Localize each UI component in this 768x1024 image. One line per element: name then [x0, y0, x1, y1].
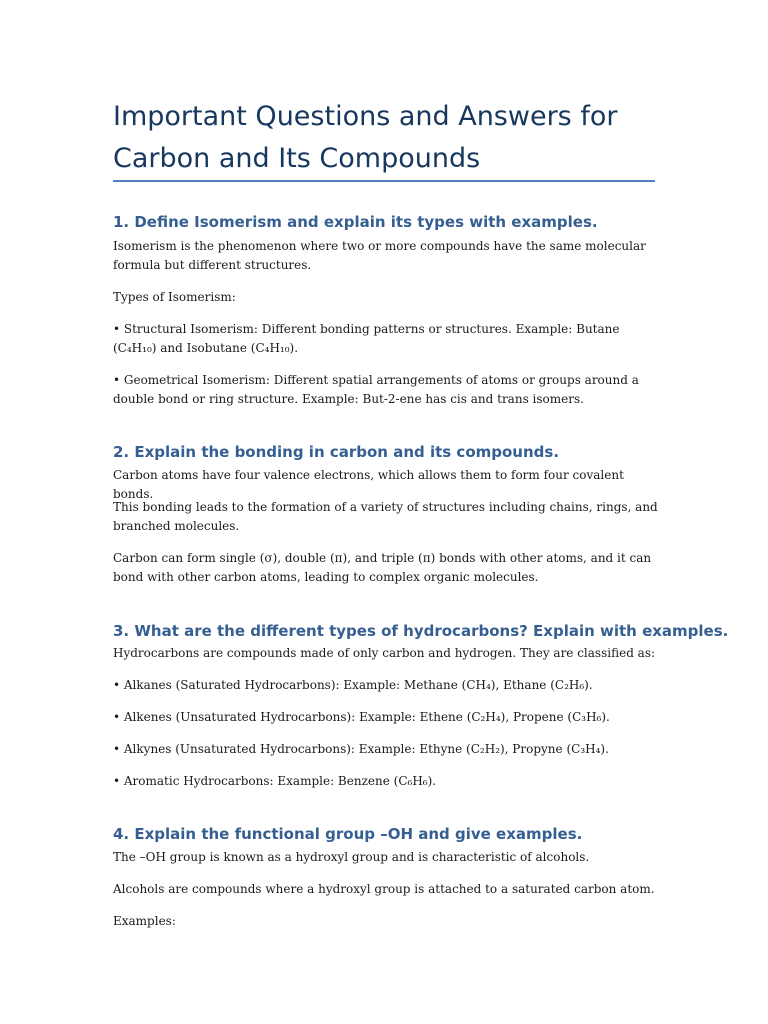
section-4-heading: 4. Explain the functional group –OH and give examples.: [113, 825, 583, 843]
section-4-paragraph-2: Alcohols are compounds where a hydroxyl group is attached to a saturated carbon atom.: [113, 882, 655, 896]
title-underline: [113, 180, 655, 182]
section-3-paragraph-4: • Alkynes (Unsaturated Hydrocarbons): Example: Ethyne (C₂H₂), Propyne (C₃H₄).: [113, 742, 609, 756]
section-3-heading: 3. What are the different types of hydrocarbons? Explain with examples.: [113, 622, 729, 640]
section-1-paragraph-1: Isomerism is the phenomenon where two or more compounds have the same molecular formula but different structures.: [113, 239, 646, 272]
section-3-paragraph-5: • Aromatic Hydrocarbons: Example: Benzene (C₆H₆).: [113, 774, 437, 788]
section-1-paragraph-4: • Geometrical Isomerism: Different spatial arrangements of atoms or groups around a double bond or ring structure. Example: But-2-ene has cis and trans isomers.: [113, 373, 639, 406]
section-4-paragraph-1: The –OH group is known as a hydroxyl group and is characteristic of alcohols.: [113, 850, 590, 864]
section-1-paragraph-2: Types of Isomerism:: [113, 290, 236, 304]
section-3-paragraph-3: • Alkenes (Unsaturated Hydrocarbons): Example: Ethene (C₂H₄), Propene (C₃H₆).: [113, 710, 610, 724]
section-4-paragraph-3: Examples:: [113, 914, 176, 928]
section-3-paragraph-1: Hydrocarbons are compounds made of only carbon and hydrogen. They are classified as:: [113, 646, 656, 660]
section-2-paragraph-1: Carbon atoms have four valence electrons, which allows them to form four covalent bonds.: [113, 468, 624, 501]
section-1-paragraph-3: • Structural Isomerism: Different bonding patterns or structures. Example: Butane (C₄H₁₀) and Isobutane (C₄H₁₀).: [113, 322, 620, 355]
section-3-paragraph-2: • Alkanes (Saturated Hydrocarbons): Example: Methane (CH₄), Ethane (C₂H₆).: [113, 678, 593, 692]
document-title: Important Questions and Answers for Carbon and Its Compounds: [113, 101, 618, 174]
section-2-heading: 2. Explain the bonding in carbon and its compounds.: [113, 443, 560, 461]
section-2-paragraph-3: Carbon can form single (σ), double (π), and triple (π) bonds with other atoms, and it can bond with other carbon atoms, leading to complex organic molecules.: [113, 551, 652, 584]
section-2-paragraph-2: This bonding leads to the formation of a variety of structures including chains, rings, and branched molecules.: [113, 500, 658, 533]
section-1-heading: 1. Define Isomerism and explain its types with examples.: [113, 213, 598, 231]
